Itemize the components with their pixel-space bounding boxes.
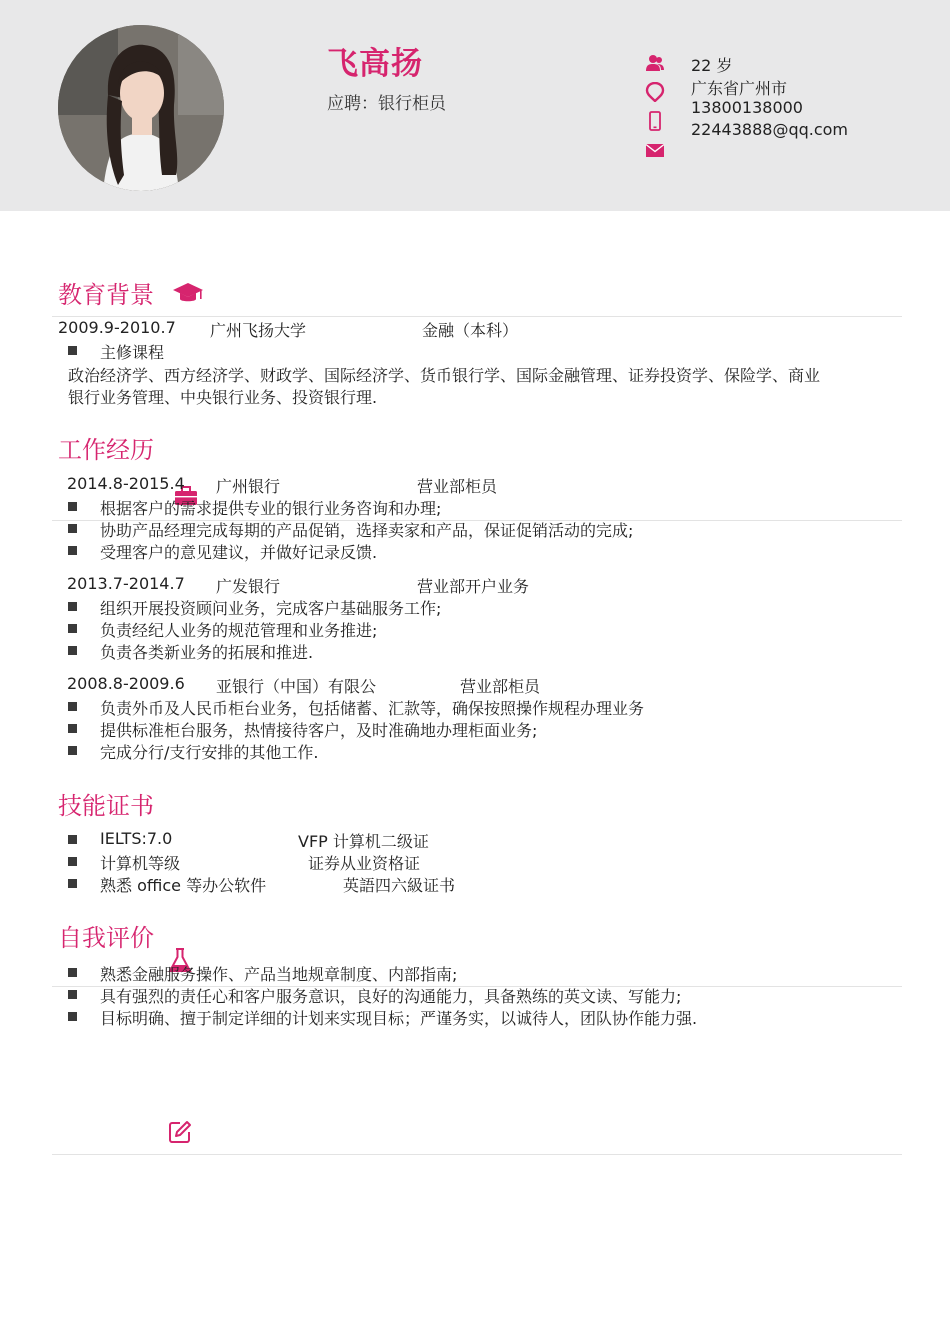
self-eval-title: 自我评价 (58, 924, 154, 952)
bullet-marker (68, 724, 77, 733)
email-text: 22443888@qq.com (691, 120, 849, 139)
job-duty: 负责各类新业务的拓展和推进. (100, 643, 314, 662)
job-company: 广州银行 (216, 477, 281, 496)
mail-icon (645, 141, 665, 161)
bullet-marker (68, 702, 77, 711)
education-period: 2009.9-2010.7 (58, 318, 176, 337)
work-title: 工作经历 (58, 436, 154, 464)
job-duty: 根据客户的需求提供专业的银行业务咨询和办理; (100, 499, 442, 518)
bullet-marker (68, 990, 77, 999)
job-company: 广发银行 (216, 577, 281, 596)
bullet-marker (68, 968, 77, 977)
courses-line-1: 政治经济学、西方经济学、财政学、国际经济学、货币银行学、国际金融管理、证券投资学、保险学、商业 (68, 366, 821, 385)
job-duty: 协助产品经理完成每期的产品促销，选择卖家和产品，保证促销活动的完成; (100, 521, 634, 540)
job-position: 营业部柜员 (460, 677, 541, 696)
education-divider (52, 316, 902, 317)
job-period: 2008.8-2009.6 (67, 674, 185, 693)
bullet-marker (68, 346, 77, 355)
bullet-marker (68, 879, 77, 888)
location-icon (645, 82, 665, 102)
location-text: 广东省广州市 (691, 79, 788, 98)
age-text: 22 岁 (691, 56, 733, 75)
job-position: 营业部柜员 (417, 477, 498, 496)
job-duty: 负责经纪人业务的规范管理和业务推进; (100, 621, 378, 640)
bullet-marker (68, 602, 77, 611)
education-school: 广州飞扬大学 (210, 321, 307, 340)
self-eval-item: 熟悉金融服务操作、产品当地规章制度、内部指南; (100, 965, 458, 984)
skills-title: 技能证书 (58, 792, 154, 820)
bullet-marker (68, 624, 77, 633)
bullet-marker (68, 502, 77, 511)
job-position: 营业部开户业务 (417, 577, 530, 596)
job-company: 亚银行（中国）有限公 (216, 677, 377, 696)
skill-item: IELTS:7.0 (100, 829, 173, 848)
bullet-marker (68, 646, 77, 655)
graduation-cap-icon (172, 281, 204, 305)
job-duty: 组织开展投资顾问业务，完成客户基础服务工作; (100, 599, 442, 618)
phone-icon (645, 111, 665, 131)
bullet-marker (68, 546, 77, 555)
courses-line-2: 银行业务管理、中央银行业务、投资银行理. (68, 388, 378, 407)
self-eval-item: 具有强烈的责任心和客户服务意识，良好的沟通能力，具备熟练的英文读、写能力; (100, 987, 682, 1006)
skill-item: VFP 计算机二级证 (298, 832, 429, 851)
job-duty: 提供标准柜台服务，热情接待客户，及时准确地办理柜面业务; (100, 721, 538, 740)
courses-label: 主修课程 (100, 343, 165, 362)
skill-item: 熟悉 office 等办公软件 (100, 876, 267, 895)
bullet-marker (68, 524, 77, 533)
job-duty: 负责外币及人民币柜台业务，包括储蓄、汇款等，确保按照操作规程办理业务 (100, 699, 645, 718)
bullet-marker (68, 857, 77, 866)
job-duty: 完成分行/支行安排的其他工作. (100, 743, 319, 762)
avatar (58, 25, 224, 191)
bullet-marker (68, 746, 77, 755)
skill-item: 计算机等级 (100, 854, 181, 873)
education-major: 金融（本科） (422, 321, 519, 340)
bullet-marker (68, 835, 77, 844)
job-period: 2013.7-2014.7 (67, 574, 185, 593)
user-icon (645, 53, 665, 73)
edit-icon (168, 1120, 192, 1144)
bullet-marker (68, 1012, 77, 1021)
self-eval-item: 目标明确、擅于制定详细的计划来实现目标；严谨务实，以诚待人，团队协作能力强. (100, 1009, 698, 1028)
skill-item: 证券从业资格证 (308, 854, 421, 873)
job-period: 2014.8-2015.4 (67, 474, 185, 493)
candidate-name: 飞高扬 (327, 46, 423, 82)
bottom-divider (52, 1154, 902, 1155)
skill-item: 英語四六級证书 (343, 876, 456, 895)
applied-position: 应聘：银行柜员 (327, 94, 446, 114)
education-title: 教育背景 (58, 281, 154, 309)
phone-text: 13800138000 (691, 98, 803, 117)
job-duty: 受理客户的意见建议，并做好记录反馈. (100, 543, 378, 562)
